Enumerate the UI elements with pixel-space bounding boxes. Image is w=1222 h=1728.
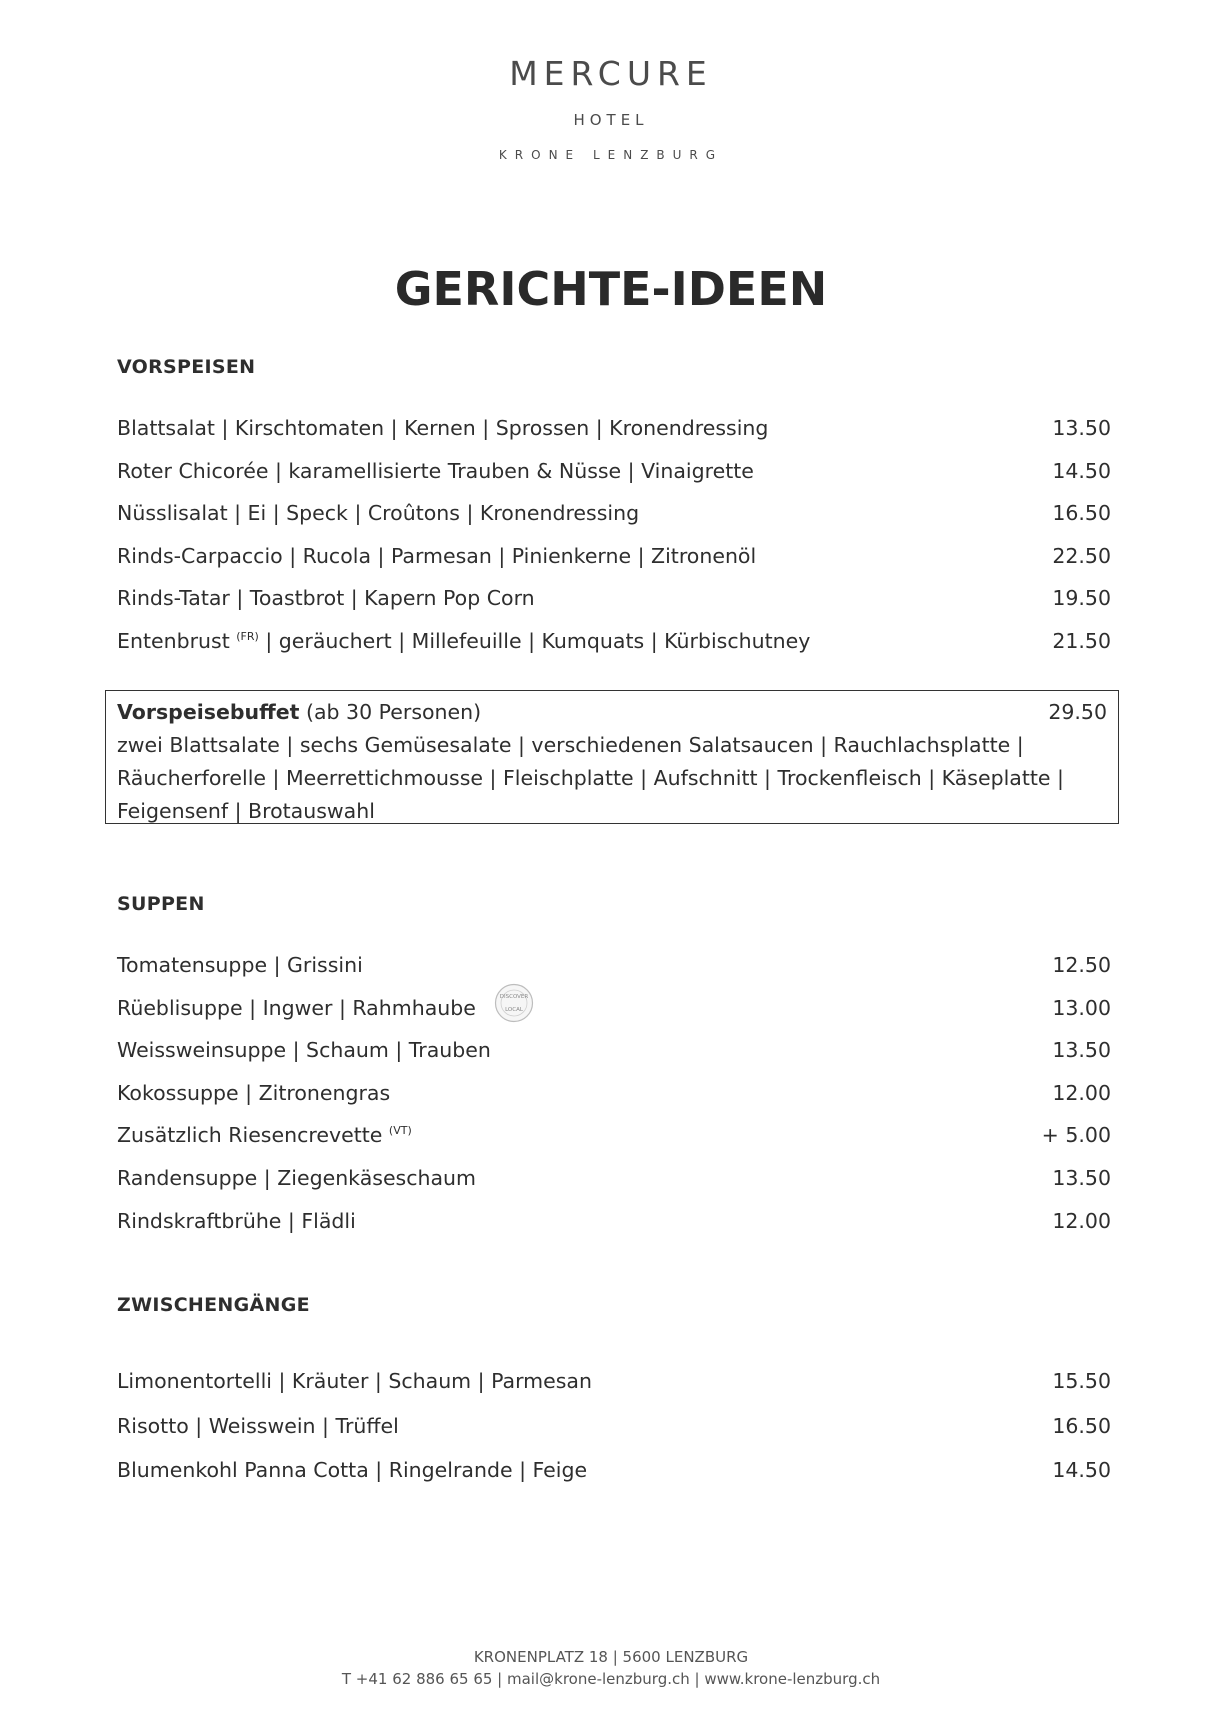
menu-item-name-text: Tomatensuppe | Grissini [117,953,363,977]
menu-item-name-text: Zusätzlich Riesencrevette [117,1123,389,1148]
menu-item-name [117,1414,399,1438]
footer-address: KRONENPLATZ 18 | 5600 LENZBURG [473,1648,749,1666]
menu-item [117,953,1111,996]
buffet-box [105,690,1119,824]
menu-item-name-text: Limonentortelli | Kräuter | Schaum | Parmesan [117,1369,592,1393]
menu-item-name [117,1038,491,1062]
origin-note: (FR) [236,629,259,643]
buffet-line: Feigensenf | Brotauswahl [117,799,375,823]
menu-item-name-text: Rinds-Tatar | Toastbrot | Kapern Pop Corn [117,586,535,611]
buffet-line: Räucherforelle | Meerrettichmousse | Fleischplatte | Aufschnitt | Trockenfleisch | Käseplatte | [117,766,1064,790]
menu-item [117,1123,1111,1166]
buffet-qualifier: (ab 30 Personen) [299,700,482,724]
menu-list-suppen [117,953,1111,1251]
footer-contact: T +41 62 886 65 65 | mail@krone-lenzburg.ch | www.krone-lenzburg.ch [341,1670,881,1688]
menu-item [117,1369,1111,1414]
menu-item [117,1209,1111,1252]
menu-item [117,996,1111,1039]
section-heading-vorspeisen: VORSPEISEN [117,356,256,378]
menu-item-name-text: Randensuppe | Ziegenkäseschaum [117,1165,477,1190]
menu-list-zwischengaenge [117,1369,1111,1503]
menu-item-price: 19.50 [1052,586,1111,611]
menu-item-name [117,1369,592,1393]
menu-item-price: 21.50 [1052,628,1111,653]
menu-item-name-text: Weissweinsuppe | Schaum | Trauben [117,1038,491,1063]
menu-item-name [117,953,363,977]
menu-item [117,459,1111,502]
menu-item-price: + 5.00 [1041,1123,1111,1148]
menu-item-price: 22.50 [1052,543,1111,568]
menu-item-name-text: Risotto | Weisswein | Trüffel [117,1413,399,1438]
menu-item-name [117,1458,587,1482]
menu-item [117,1166,1111,1209]
menu-item [117,1458,1111,1503]
menu-item-name-text: Blattsalat | Kirschtomaten | Kernen | Sprossen | Kronendressing [117,416,769,440]
logo-hotel: HOTEL [573,111,649,129]
stamp-text-bottom: LOCAL [505,1007,523,1013]
menu-item-name [117,629,810,653]
menu-item-name-text: Kokossuppe | Zitronengras [117,1080,391,1105]
menu-item [117,1414,1111,1459]
menu-item [117,416,1111,459]
menu-item-price: 13.00 [1052,995,1111,1020]
menu-item-name-text: Entenbrust [117,628,237,653]
menu-item-name-text: Rinds-Carpaccio | Rucola | Parmesan | Pinienkerne | Zitronenöl [117,543,757,568]
menu-item [117,1081,1111,1124]
section-heading-suppen: SUPPEN [117,893,205,915]
menu-item [117,501,1111,544]
buffet-header [117,696,1107,729]
menu-item-name-suffix: | geräuchert | Millefeuille | Kumquats | Kürbischutney [258,628,811,653]
menu-item-name [117,1123,412,1147]
menu-item-name-text: Roter Chicorée | karamellisierte Trauben & Nüsse | Vinaigrette [117,458,754,483]
menu-item-name-text: Rindskraftbrühe | Flädli [117,1208,356,1233]
menu-item-name [117,501,639,525]
menu-item-price: 13.50 [1052,1165,1111,1190]
buffet-price: 29.50 [1048,700,1107,724]
menu-item-name [117,586,535,610]
menu-item-name [117,459,754,483]
menu-item-name-text: Nüsslisalat | Ei | Speck | Croûtons | Kronendressing [117,501,640,526]
menu-item-price: 14.50 [1052,458,1111,483]
menu-item-name [117,1081,390,1105]
buffet-name: Vorspeisebuffet [117,700,300,724]
menu-item-price: 15.50 [1052,1369,1111,1393]
logo-brand: MERCURE [509,54,713,93]
menu-item-name [117,996,476,1020]
menu-item-name [117,1209,356,1233]
section-heading-zwischengaenge: ZWISCHENGÄNGE [117,1294,310,1316]
origin-note: (VT) [388,1124,412,1138]
stamp-text-top: DISCOVER [499,994,529,1000]
page-title: GERICHTE-IDEEN [394,262,828,316]
discover-local-stamp-icon [494,983,534,1023]
menu-item-price: 13.50 [1052,1038,1111,1063]
menu-item-price: 13.50 [1052,416,1111,440]
menu-list-vorspeisen [117,416,1111,672]
buffet-line: zwei Blattsalate | sechs Gemüsesalate | verschiedenen Salatsaucen | Rauchlachsplatte | [117,733,1024,757]
buffet-title [117,696,481,729]
menu-item-name [117,1166,476,1190]
menu-item [117,586,1111,629]
menu-item-price: 12.00 [1052,1080,1111,1105]
menu-item-name-text: Rüeblisuppe | Ingwer | Rahmhaube [117,995,476,1020]
menu-item-name [117,416,768,440]
menu-item [117,544,1111,587]
menu-item-price: 16.50 [1052,1413,1111,1438]
menu-item-name [117,544,756,568]
menu-item-price: 16.50 [1052,501,1111,526]
logo-location: KRONE LENZBURG [498,148,724,162]
menu-item-price: 12.00 [1052,1208,1111,1233]
menu-item-price: 14.50 [1052,1458,1111,1482]
menu-item-name-text: Blumenkohl Panna Cotta | Ringelrande | Feige [117,1458,588,1482]
menu-item [117,629,1111,672]
menu-item-price: 12.50 [1052,953,1111,977]
menu-item [117,1038,1111,1081]
